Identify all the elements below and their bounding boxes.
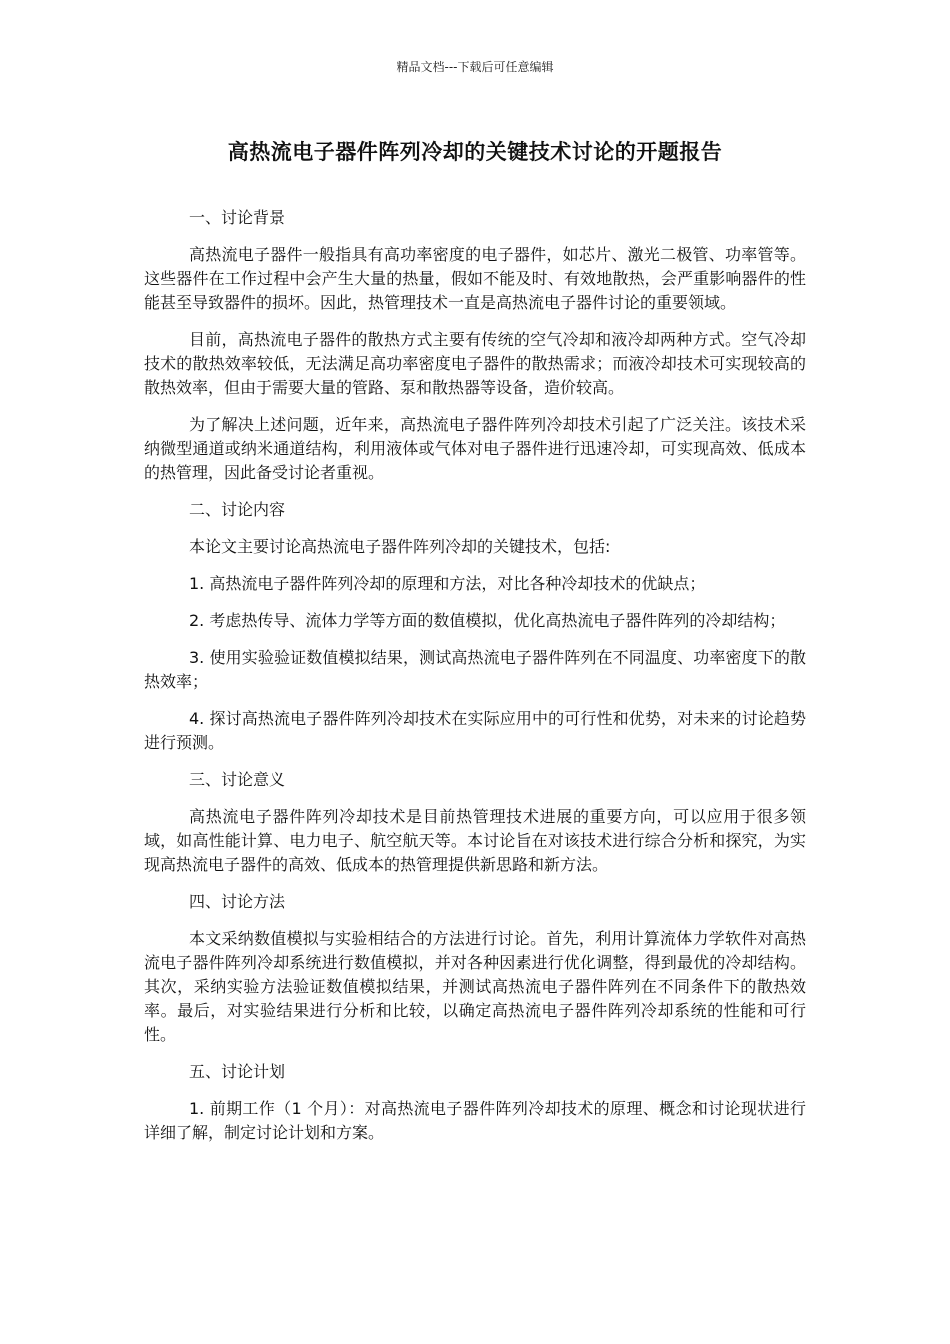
list-item: 4. 探讨高热流电子器件阵列冷却技术在实际应用中的可行性和优势，对未来的讨论趋势进行预测。 — [144, 709, 806, 752]
list-item: 1. 高热流电子器件阵列冷却的原理和方法，对比各种冷却技术的优缺点； — [189, 574, 706, 593]
section-heading-method: 四、讨论方法 — [189, 892, 286, 911]
section-heading-plan: 五、讨论计划 — [189, 1062, 286, 1081]
paragraph: 目前，高热流电子器件的散热方式主要有传统的空气冷却和液冷却两种方式。空气冷却技术的散热效率较低，无法满足高功率密度电子器件的散热需求；而液冷却技术可实现较高的散热效率，但由于需要大量的管路、泵和散热器等设备，造价较高。 — [144, 330, 806, 397]
section-heading-significance: 三、讨论意义 — [189, 770, 286, 789]
section-heading-content: 二、讨论内容 — [189, 500, 286, 519]
list-item: 1. 前期工作（1 个月）：对高热流电子器件阵列冷却技术的原理、概念和讨论现状进行详细了解，制定讨论计划和方案。 — [144, 1099, 806, 1142]
paragraph: 本文采纳数值模拟与实验相结合的方法进行讨论。首先，利用计算流体力学软件对高热流电子器件阵列冷却系统进行数值模拟，并对各种因素进行优化调整，得到最优的冷却结构。其次，采纳实验方法验证数值模拟结果，并测试高热流电子器件阵列在不同条件下的散热效率。最后，对实验结果进行分析和比较，以确定高热流电子器件阵列冷却系统的性能和可行性。 — [144, 929, 806, 1044]
paragraph: 高热流电子器件一般指具有高功率密度的电子器件，如芯片、激光二极管、功率管等。这些器件在工作过程中会产生大量的热量，假如不能及时、有效地散热，会严重影响器件的性能甚至导致器件的损坏。因此，热管理技术一直是高热流电子器件讨论的重要领域。 — [144, 245, 806, 312]
paragraph: 为了解决上述问题，近年来，高热流电子器件阵列冷却技术引起了广泛关注。该技术采纳微型通道或纳米通道结构，利用液体或气体对电子器件进行迅速冷却，可实现高效、低成本的热管理，因此备受讨论者重视。 — [144, 415, 806, 482]
list-item: 2. 考虑热传导、流体力学等方面的数值模拟，优化高热流电子器件阵列的冷却结构； — [189, 611, 786, 630]
paragraph: 高热流电子器件阵列冷却技术是目前热管理技术进展的重要方向，可以应用于很多领域，如高性能计算、电力电子、航空航天等。本讨论旨在对该技术进行综合分析和探究，为实现高热流电子器件的高效、低成本的热管理提供新思路和新方法。 — [144, 807, 806, 874]
paragraph: 本论文主要讨论高热流电子器件阵列冷却的关键技术，包括: — [189, 537, 611, 556]
document-body — [144, 206, 806, 1158]
list-item: 3. 使用实验验证数值模拟结果，测试高热流电子器件阵列在不同温度、功率密度下的散热效率； — [144, 648, 806, 691]
header-note: 精品文档---下载后可任意编辑 — [396, 60, 554, 74]
document-title: 高热流电子器件阵列冷却的关键技术讨论的开题报告 — [227, 140, 723, 164]
section-heading-background: 一、讨论背景 — [189, 208, 286, 227]
